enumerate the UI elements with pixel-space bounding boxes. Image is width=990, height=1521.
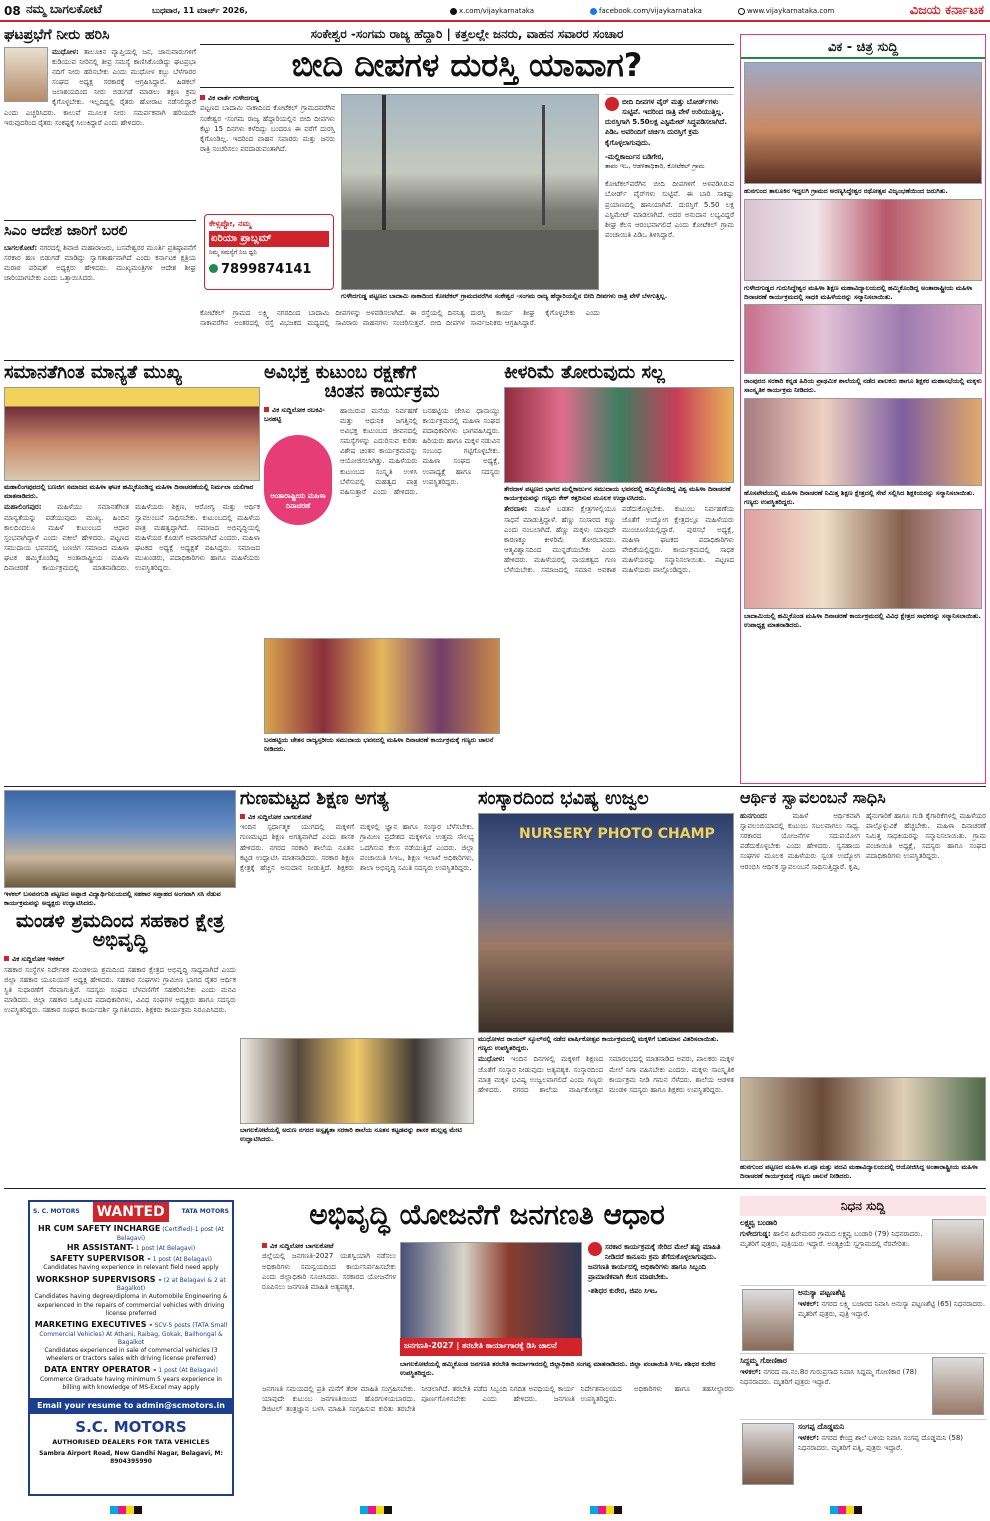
body: ಸಹಕಾರ ಸಂಸ್ಥೆಗಳ ನಿರ್ದೇಶಕ ಮಂಡಳಿಯ ಶ್ರಮದಿಂದ ಸಹಕಾರ ಕ್ಷೇತ್ರದ ಅಭಿವೃದ್ಧಿ ಸಾಧ್ಯವಾಗಿದೆ ಎಂದು ಜಿಲ್ಲಾ ಸಹಕಾರ ಯೂನಿಯನ್ ಅಧ್ಯಕ್ಷ ಹೇಳಿದರು. ಸಹಕಾರ ಸಂಘಗಳು ಗ್ರಾಮೀಣ ಭಾಗದ ರೈತರ ಆರ್ಥಿಕ ಸ್ಥಿತಿ ಸುಧಾರಣೆಗೆ ನೆರವಾಗುತ್ತಿವೆ. ಸದಸ್ಯರು ಸಂಘದ ಬೆಳವಣಿಗೆಗೆ ಸಹಕರಿಸಬೇಕು ಎಂದು ಮನವಿ ಮಾಡಿದರು. ಜಿಲ್ಲಾ ಸಹಕಾರ ಒಕ್ಕೂಟದ ಪದಾಧಿಕಾರಿಗಳು, ವಿವಿಧ ಸಂಘಗಳ ಅಧ್ಯಕ್ಷರು ಹಾಗೂ ಸದಸ್ಯರು ಉಪಸ್ಥಿತರಿದ್ದರು. ಸಹಕಾರ ಸಂಘದ ಕಾರ್ಯದರ್ಶಿ ಸ್ವಾಗತಿಸಿದರು. ಶಿಕ್ಷಕರು ಕಾರ್ಯಕ್ರಮ ನಿರೂಪಿಸಿದರು. xyxy=(4,965,236,1015)
article-joint-family xyxy=(264,364,500,784)
caption-2: ಗುಳೇದಗುಡ್ಡದ ಗುರುಸಿದ್ಧೇಶ್ವರ ಮಹಿಳಾ ಶಿಕ್ಷಣ ಮಹಾವಿದ್ಯಾಲಯದಲ್ಲಿ ಹಮ್ಮಿಕೊಂಡಿದ್ದ ಅಂತಾರಾಷ್ಟ್ರೀಯ ಮಹಿಳಾ ದಿನಾಚರಣೆ ಕಾರ್ಯಕ್ರಮದಲ್ಲಿ ಸಾಧಕಿ ಮಹಿಳೆಯರನ್ನು ಸನ್ಮಾನಿಸಲಾಯಿತು. xyxy=(744,283,973,301)
tata-logo: TATA MOTORS xyxy=(181,1207,229,1215)
brand-logo: ವಿಜಯ ಕರ್ನಾಟಕ xyxy=(909,3,984,18)
body-continued: ಕೋಟೆಕಲ್‌ವರೆಗಿನ ಬೀದಿ ದೀಪಗಳಿಗೆ ಅಳವಡಿಸಿರುವ ಬೋರ್ಡ್ ವೈರ್‌ಗಳು ಸುಟ್ಟಿವೆ. ಈ ಬಾರಿ ಸಾಕಷ್ಟು ಪ್ರಯಾಣದಲ್ಲಿ ಹಾನಿಯಾಗಿವೆ. ದುರಸ್ತಿಗೆ 5.50 ಲಕ್ಷ ಎಸ್ಟಿಮೇಟ್ ಮಾಡಲಾಗಿದೆ. ಅದರ ಅನುದಾನ ಲಭ್ಯವಿದ್ದರೆ ಶೀಘ್ರ ಕೆಲಸ ಆರಂಭವಾಗಲಿದೆ ಎಂದು ಕೋಟೆಕಲ್ ಗ್ರಾಮ ಪಂಚಾಯಿತಿ ಪಿಡಿಒ ತಿಳಿಸಿದ್ದಾರೆ. xyxy=(605,180,734,239)
person-photo xyxy=(742,1289,794,1351)
byline: ವಿಕ ಸುದ್ದಿಲೋಕ ಬಾಗಲಕೋಟೆ xyxy=(262,1242,396,1251)
headline: ಮಂಡಳಿ ಶ್ರಮದಿಂದ ಸಹಕಾರ ಕ್ಷೇತ್ರ ಅಭಿವೃದ್ಧಿ xyxy=(15,909,225,952)
article-quality-education xyxy=(240,790,474,1186)
photo-school xyxy=(744,304,982,374)
headline-line2: ಚಿಂತನ ಕಾರ್ಯಕ್ರಮ xyxy=(324,380,440,402)
quote-box: ಸರಕಾರ ಕಾರ್ಯಕ್ರಮಕ್ಕೆ ಸೇರಿದ ಮೇಲೆ ತಪ್ಪು ಮಾಹಿತಿ ನೀಡಿದರೆ ಕಾನೂನು ಕ್ರಮ ತೆಗೆದುಕೊಳ್ಳಲಾಗುವುದು. ಜನಗಣತಿ ಕಾರ್ಯದಲ್ಲಿ ಅಧಿಕಾರಿಗಳು ಹಾಗೂ ಸಿಬ್ಬಂದಿ ಪ್ರಾಮಾಣಿಕವಾಗಿ ಕೆಲಸ ಮಾಡಬೇಕು. -ಶಶಿಧರ ಕುರೇರ, ಜಿಪಂ ಸಿಇಒ xyxy=(588,1243,721,1295)
section-header: ನಿಧನ ಸುದ್ದಿ xyxy=(740,1196,986,1216)
headline: ಅಭಿವೃದ್ಧಿ ಯೋಜನೆಗೆ ಜನಗಣತಿ ಆಧಾರ xyxy=(309,1198,665,1231)
dateline: ತೇರದಾಳ: xyxy=(504,505,528,514)
quote-icon xyxy=(588,1242,602,1256)
company-name: S.C. MOTORS xyxy=(75,1417,187,1436)
photo-caption: ಮುಧೋಳದ ರಾಯಲ್ ಸ್ಕೂಲ್‌ನಲ್ಲಿ ನಡೆದ ವಾರ್ಷಿಕೋತ್ಸವ ಕಾರ್ಯಕ್ರಮದಲ್ಲಿ ಮಕ್ಕಳಿಗೆ ಬಹುಮಾನ ವಿತರಿಸಲಾಯಿತು. ಗಣ್ಯರು ಉಪಸ್ಥಿತರಿದ್ದರು. xyxy=(478,1034,719,1052)
article-inferiority xyxy=(504,364,734,784)
headline: ಸಮಾನತೆಗಿಂತ ಮಾನ್ಯತೆ ಮುಖ್ಯ xyxy=(4,364,182,383)
person-photo xyxy=(4,47,48,102)
body: ಪಟ್ಟಣದ ಬಾದಾಮಿ ನಾಕಾದಿಂದ ಕೋಟೆಕಲ್ ಗ್ರಾಮದವರೆಗಿನ ಸಂಕೇಶ್ವರ -ಸಂಗಮ ರಾಜ್ಯ ಹೆದ್ದಾರಿಯಲ್ಲಿನ ಬೀದಿ ದೀಪಗಳು ಕೆಟ್ಟು 15 ದಿನಗಳು ಕಳೆದಿದ್ದು ಬಂದರೂ ಈ ವರೆಗೆ ದುರಸ್ತಿ ಕೈಗೊಂಡಿಲ್ಲ. ಇದರಿಂದ ವಾಹನ ಸವಾರರು ಮತ್ತು ಜನರು ರಾತ್ರಿ ಸಂಚರಿಸಲು ಪರದಾಡುವಂತಾಗಿದೆ. xyxy=(200,104,335,153)
headline: ಸಿಎಂ ಆದೇಶ ಜಾರಿಗೆ ಬರಲಿ xyxy=(4,224,128,239)
intro: ಜಿಲ್ಲೆಯಲ್ಲಿ ಜನಗಣತಿ-2027 ಯಶಸ್ವಿಯಾಗಿ ನಡೆಸಲು ಅಧಿಕಾರಿಗಳು ಸಮನ್ವಯದಿಂದ ಕಾರ್ಯನಿರ್ವಹಿಸಬೇಕು ಎಂದು ಜಿಲ್ಲಾಧಿಕಾರಿ ಸೂಚಿಸಿದರು. ಸರಕಾರದ ಯೋಜನೆಗಳ ರೂಪಿಸಲು ಜನಗಣತಿ ಮಾಹಿತಿ ಅತ್ಯವಶ್ಯಕ. xyxy=(262,1252,396,1291)
byline: ವಿಕ ಸುದ್ದಿಲೋಕ ಬಾಗಲಕೋಟೆ xyxy=(240,813,474,822)
dateline: ಬಾಗಲಕೋಟೆ: xyxy=(4,243,38,252)
strap: ಸಂಕೇಶ್ವರ -ಸಂಗಮ ರಾಜ್ಯ ಹೆದ್ದಾರಿ | ಕತ್ತಲಲ್ಲೇ ಜನರು, ವಾಹನ ಸವಾರರ ಸಂಚಾರ xyxy=(310,27,624,41)
body: ಮಹಿಳೆ ಬಡತನ ಕ್ಷೇತ್ರಗಳಲ್ಲಿಯೂ ಸಾಧನೆ ಮಾಡುತ್ತಿದ್ದಾಳೆ. ಹೆಣ್ಣು ಸಂಸಾರದ ಕಣ್ಣು ಎಂದು ನಂಬಲಾಗಿದೆ. ಹೆಣ್ಣು ಮಕ್ಕಳು ಯಾವುದೇ ಕಾರಣಕ್ಕೂ ಕೀಳರಿಮೆ ತೋರಬಾರದು. ಆತ್ಮವಿಶ್ವಾಸದಿಂದ ಮುನ್ನಡೆಯಬೇಕು ಎಂದು ಹೇಳಿದರು. ಮಹಿಳೆಯರಲ್ಲಿ ನಾಯಕತ್ವದ ಗುಣ ಬೆಳೆಯಬೇಕು. ಸಮಾಜದಲ್ಲಿ ಸಮಾನ ಅವಕಾಶ ಪಡೆದುಕೊಳ್ಳಬೇಕು. ಕುಟುಂಬ ನಿರ್ವಹಣೆಯ ಜೊತೆಗೆ ಉದ್ಯೋಗ ಕ್ಷೇತ್ರದಲ್ಲೂ ಮಹಿಳೆಯರು ಮುಂಚೂಣಿಯಲ್ಲಿದ್ದಾರೆ. ಪುರಸಭೆ ಅಧ್ಯಕ್ಷೆ, ಮಹಿಳಾ ಘಟಕದ ಪದಾಧಿಕಾರಿಗಳು ವೇದಿಕೆಯಲ್ಲಿದ್ದರು. ಕಾರ್ಯಕ್ರಮದಲ್ಲಿ ಸಾಧಕ ಮಹಿಳೆಯರನ್ನು ಸನ್ಮಾನಿಸಲಾಯಿತು. ಪಟ್ಟಣದ ಮಹಿಳೆಯರು ಪಾಲ್ಗೊಂಡಿದ್ದರು. xyxy=(504,505,734,575)
street-photo xyxy=(341,94,599,290)
article-cm-order xyxy=(4,224,196,350)
page-number: 08 xyxy=(4,4,21,18)
person-photo xyxy=(742,1423,794,1485)
headline: ಸಂಸ್ಕಾರದಿಂದ ಭವಿಷ್ಯ ಉಜ್ವಲ xyxy=(478,790,649,809)
byline: ವಿಕ ಸುದ್ದಿಲೋಕ ರಬಕವಿ-ಬನಹಟ್ಟಿ xyxy=(264,406,334,425)
photo-caption: ಗುಳೇದಗುಡ್ಡ ಪಟ್ಟಣದ ಬಾದಾಮಿ ನಾಕಾದಿಂದ ಕೋಟೆಕಲ್ ಗ್ರಾಮದವರೆಗಿನ ಸಂಕೇಶ್ವರ -ಸಂಗಮ ರಾಜ್ಯ ಹೆದ್ದಾರಿಯಲ್ಲಿನ ಬೀದಿ ದೀಪಗಳು ರಾತ್ರಿ ವೇಳೆ ಬೆಳಗುತ್ತಿಲ್ಲ. xyxy=(341,292,668,300)
photo-caption: ಬಾಗಲಕೋಟೆಯಲ್ಲಿ ಹಮ್ಮಿಕೊಂಡ ಜನಗಣತಿ ತರಬೇತಿ ಕಾರ್ಯಾಗಾರದಲ್ಲಿ ಜಿಲ್ಲಾಧಿಕಾರಿ ಸಂಗಪ್ಪ ಮಾತನಾಡಿದರು. ಜಿಲ್ಲಾ ಪಂಚಾಯಿತಿ ಸಿಇಒ ಶಶಿಧರ ಕುರೇರ ಉಪಸ್ಥಿತರಿದ್ದರು. xyxy=(400,1360,716,1377)
headline-line1: ಅವಿಭಕ್ತ ಕುಟುಂಬ ರಕ್ಷಣೆಗೆ xyxy=(264,364,417,383)
globe-icon xyxy=(738,8,745,15)
photo-caption: ತೇರದಾಳ ಪಟ್ಟಣದ ಭಾಗದ ಮಲ್ಲಿಕಾರ್ಜುನ ಸಮುದಾಯ ಭವನದಲ್ಲಿ ಹಮ್ಮಿಕೊಂಡಿದ್ದ ವಿಶ್ವ ಮಹಿಳಾ ದಿನಾಚರಣೆ ಕಾರ್ಯಕ್ರಮವನ್ನು ಗಣ್ಯರು ಕೇಕ್ ಕತ್ತರಿಸುವ ಮೂಲಕ ಉದ್ಘಾಟಿಸಿದರು. xyxy=(504,484,731,502)
section-header: ವಿಕ - ಚಿತ್ರ ಸುದ್ದಿ xyxy=(741,35,985,59)
photo-caption: ಮಹಾಲಿಂಗಪುರದಲ್ಲಿ ಬಣಜಿಗ ಸಮಾಜದ ಮಹಿಳಾ ಘಟಕ ಹಮ್ಮಿಕೊಂಡಿದ್ದ ಮಹಿಳಾ ದಿನಾಚರಣೆಯಲ್ಲಿ ನಿರ್ಮಲಾ ಯಲಿಗಾರ ಮಾತನಾಡಿದರು. xyxy=(4,482,254,500)
obituary-entry: ಸಂಗಪ್ಪ ದೊಡ್ಡಮನಿ ಇಳಕಲ್: ನಗರದ ಕೇಂದ್ರ ಶಾಲೆ ಬಳಿಯ ನಿವಾಸಿ ಸಂಗಪ್ಪ ದೊಡ್ಡಮನಿ (58) ನಿಧನರಾದರು. ಮೃತರಿಗೆ ಪತ್ನಿ, ಪುತ್ರರು ಇದ್ದಾರೆ. xyxy=(740,1420,986,1490)
photo-caption: ಹುನಗುಂದ ಪಟ್ಟಣದ ಮಹಿಳಾ ಪ.ಪೂ ಮತ್ತು ಪದವಿ ಮಹಾವಿದ್ಯಾಲಯದಲ್ಲಿ ಆಯೋಜಿಸಿದ್ದ ಅಂತಾರಾಷ್ಟ್ರೀಯ ಮಹಿಳಾ ದಿನಾಚರಣೆ ಕಾರ್ಯಕ್ರಮಕ್ಕೆ ಗಣ್ಯರು ಚಾಲನೆ ನೀಡಿದರು. xyxy=(740,1162,978,1180)
event-photo xyxy=(4,387,260,481)
phone-icon xyxy=(209,264,218,273)
byline: ವಿಕ ವಾರ್ತೆ ಗುಳೇದಗುಡ್ಡ xyxy=(200,94,335,103)
photo-caption: ಬನಹಟ್ಟಿಯ ಚೇತನ ರಾಜ್ಯಸ್ತರೀಯ ಸಮುದಾಯ ಭವನದಲ್ಲಿ ಮಹಿಳಾ ದಿನಾಚರಣೆ ಕಾರ್ಯಕ್ರಮಕ್ಕೆ ಗಣ್ಯರು ಚಾಲನೆ ನೀಡಿದರು. xyxy=(264,735,494,753)
problem-ad[interactable]: ಕೇಳ್ಸಪ್ಪೋ, ನಮ್ಮ ಏರಿಯಾ ಪ್ರಾಬ್ಲಮ್ ನಿಮ್ಮ ಸಮಸ್ಯೆಗೆ ನಿಜ ಧ್ವನಿ 7899874141 xyxy=(204,214,334,290)
article-street-lights xyxy=(200,26,734,356)
headline: ಬೀದಿ ದೀಪಗಳ ದುರಸ್ತಿ ಯಾವಾಗ? xyxy=(200,44,734,88)
person-photo xyxy=(932,1219,984,1281)
body: ಹಾಯಿರುವ ಮನೆಯ ನಿರ್ವಹಣೆ ಮತ್ತು ಆಧುನಿಕ ಜಗತ್ತಿನಲ್ಲಿ ಅವಿಭಕ್ತ ಕುಟುಂಬದ ಜೀವನದಲ್ಲಿ ಸಮಸ್ಯೆಗಳನ್ನು ಎದುರಿಸುವ ಕುರಿತು ವಿಶೇಷ ಚಿಂತನ ಕಾರ್ಯಕ್ರಮವನ್ನು ಆಯೋಜಿಸಲಾಗಿತ್ತು. ಮಹಿಳೆಯರು ಕುಟುಂಬದ ಸಂಸ್ಕೃತಿ ಉಳಿಸಿ ಬೆಳೆಸುವಲ್ಲಿ ಮಹತ್ವದ ಪಾತ್ರ ವಹಿಸುತ್ತಾರೆ ಎಂದು ಹೇಳಿದರು. ಬನಹಟ್ಟಿಯ ಜೇಸಿಐ ಧಾನಾಯ್ದು ಕಾರ್ಯಕ್ರಮದಲ್ಲಿ ಮಹಿಳಾ ಸಂಘದ ಪದಾಧಿಕಾರಿಗಳು ಭಾಗವಹಿಸಿದ್ದರು. ಹಿರಿಯರು ಹಾಗೂ ಮಕ್ಕಳ ನಡುವಿನ ಸಂಬಂಧ ಗಟ್ಟಿಗೊಳ್ಳಬೇಕು. ಮಹಿಳಾ ಸಂಘದ ಅಧ್ಯಕ್ಷೆ, ಉಪಾಧ್ಯಕ್ಷೆ ಹಾಗೂ ಸದಸ್ಯರು ಉಪಸ್ಥಿತರಿದ್ದರು. xyxy=(340,406,500,496)
website-link[interactable]: www.vijaykarnataka.com xyxy=(738,6,834,16)
body: ಮಹಿಳೆಯು ಸಮಾನತೆಗಿಂತ ಮಾನ್ಯತೆಯನ್ನು ಪಡೆಯುವುದು ಮುಖ್ಯ. ಹಿಂದಿನ ಕಾಲದಿಂದಲೂ ಮಹಿಳೆ ಕುಟುಂಬದ ಆಧಾರ ಸ್ತಂಭವಾಗಿದ್ದಾಳೆ ಎಂದು ವಕೀಲೆ ಹೇಳಿದರು. ಪಟ್ಟಣದ ಸಮುದಾಯ ಭವನದಲ್ಲಿ ಬಣಜಿಗ ಸಮಾಜದ ಮಹಿಳಾ ಘಟಕ ಹಮ್ಮಿಕೊಂಡಿದ್ದ ಅಂತಾರಾಷ್ಟ್ರೀಯ ಮಹಿಳಾ ದಿನಾಚರಣೆ ಕಾರ್ಯಕ್ರಮದಲ್ಲಿ ಮಾತನಾಡಿದರು. ಮಹಿಳೆಯರು ಶಿಕ್ಷಣ, ಆರೋಗ್ಯ ಮತ್ತು ಆರ್ಥಿಕ ಸ್ವಾವಲಂಬನೆ ಸಾಧಿಸಬೇಕು. ಕುಟುಂಬದಲ್ಲಿ ಮಹಿಳೆಯ ಪಾತ್ರ ಮಹತ್ವದ್ದಾಗಿದೆ. ಸಮಾಜದ ಅಭಿವೃದ್ಧಿಯಲ್ಲಿ ಮಹಿಳೆಯರ ಕೊಡುಗೆ ಅಪಾರವಾಗಿದೆ ಎಂದರು. ಮಹಿಳಾ ಘಟಕದ ಅಧ್ಯಕ್ಷೆ ಅಧ್ಯಕ್ಷತೆ ವಹಿಸಿದ್ದರು. ಸಮಾಜದ ಮುಖಂಡರು, ಪದಾಧಿಕಾರಿಗಳು ಹಾಗೂ ಮಹಿಳೆಯರು ಉಪಸ್ಥಿತರಿದ್ದರು. xyxy=(4,503,260,573)
job-advertisement[interactable]: S. C. MOTORS WANTED TATA MOTORS HR CUM SAFETY INCHARGE (Certified)-1 post (At Belagavi) HR ASSISTANT- 1 post (At Belagavi) SAFETY SUPERVISOR - 1 post (At Belagavi) Candidates having experience in relevant field need apply WORKSHOP SUPERVISORS - (2 at Belagavi & 2 at Bagalkot) Candidates having degree/diploma in Automobile Engineering & experienced in the repairs of commercial vehicles with driving license preferred MARKETING EXECUTIVES - SCV-5 posts (TATA Small Commercial Vehicles) At Athani, Raibag, Gokak, Bailhongal & Bagalkot Candidates experienced in sale of commercial vehicles (3 wheelers or tractors sales with driving license preferred) DATA ENTRY OPERATOR - 1 post (At Belagavi) Commerce Graduate having minimum 5 years experience in billing with knowledge of MS-Excel may apply Email your resume to admin@scmotors.in S.C. MOTORS AUTHORISED DEALERS FOR TATA VEHICLES Sambra Airport Road, New Gandhi Nagar, Belagavi, M: 8904395990 xyxy=(28,1200,234,1496)
headline: ಕೀಳರಿಮೆ ತೋರುವುದು ಸಲ್ಲ xyxy=(504,364,665,383)
body: ಮಹಿಳೆ ಆರ್ಥಿಕವಾಗಿ ಸ್ವಾವಲಂಬಿಯಾದಲ್ಲಿ ಕುಟುಂಬ ಸಬಲವಾಗಲು ಸಾಧ್ಯ. ಸರಕಾರದ ಯೋಜನೆಗಳ ಸದುಪಯೋಗ ಪಡೆದುಕೊಳ್ಳಬೇಕು ಎಂದು ಹೇಳಿದರು. ಸ್ವಸಹಾಯ ಸಂಘಗಳ ಮೂಲಕ ಮಹಿಳೆಯರು ಸ್ವಂತ ಉದ್ಯೋಗ ಆರಂಭಿಸಿ ಆರ್ಥಿಕ ಸ್ವಾವಲಂಬನೆ ಸಾಧಿಸುತ್ತಿದ್ದಾರೆ. ಕೃಷಿ, ಹೈನುಗಾರಿಕೆ ಹಾಗೂ ಗುಡಿ ಕೈಗಾರಿಕೆಗಳಲ್ಲಿ ಮಹಿಳೆಯರ ಪಾಲ್ಗೊಳ್ಳುವಿಕೆ ಹೆಚ್ಚಬೇಕು. ಮಹಿಳಾ ದಿನಾಚರಣೆ ನಿಮಿತ್ತ ಸಾಧಕಿಯರನ್ನು ಸನ್ಮಾನಿಸಲಾಯಿತು. ಗ್ರಾಮ ಪಂಚಾಯಿತಿ ಅಧ್ಯಕ್ಷೆ, ಸದಸ್ಯರು ಹಾಗೂ ಸಂಘದ ಪದಾಧಿಕಾರಿಗಳು ಉಪಸ್ಥಿತರಿದ್ದರು. xyxy=(740,811,986,871)
inauguration-photo xyxy=(240,1038,474,1124)
planting-photo xyxy=(4,790,236,888)
quote-icon xyxy=(605,97,619,111)
obituaries xyxy=(740,1196,986,1496)
obituary-entry: ಲಕ್ಷ್ಮವ್ವ ಬಂಡಾರಿ ಗುಳೇದಗುಡ್ಡ: ಹಾಲಿನ ಹಿರೇಮಠರ ಗ್ರಾಮದ ಲಕ್ಷ್ಮವ್ವ ಬಂಡಾರಿ (79) ನಿಧನರಾದರು. ಮೃತರಿಗೆ ಪುತ್ರರು, ಪುತ್ರಿಯರು ಇದ್ದಾರೆ. ಅಂತ್ಯಕ್ರಿಯೆ ಸ್ವಗ್ರಾಮದಲ್ಲಿ ನೆರವೇರಿತು. xyxy=(740,1216,986,1286)
person-photo xyxy=(932,1357,984,1415)
wanted-label: WANTED xyxy=(93,1202,169,1222)
article-equality xyxy=(4,364,260,784)
article-ghataprabha xyxy=(4,28,196,218)
caption-3: ರಾಂಪುರದ ಸರಕಾರಿ ಕನ್ನಡ ಹಿರಿಯ ಪ್ರಾಥಮಿಕ ಶಾಲೆಯಲ್ಲಿ ನಡೆದ ಪಾಲಕರು ಹಾಗೂ ಶಿಕ್ಷಕರ ಮಹಾಸಭೆಯಲ್ಲಿ ಮಕ್ಕಳು ಸಾಂಸ್ಕೃತಿಕ ಕಾರ್ಯಕ್ರಮ ನೀಡಿದರು. xyxy=(744,377,982,395)
dateline: ಮುಧೋಳ: xyxy=(52,47,79,56)
body: ಇಂದಿನ ದಿನಗಳಲ್ಲಿ ಮಕ್ಕಳಿಗೆ ಶಿಕ್ಷಣದ ಜೊತೆಗೆ ಸಂಸ್ಕಾರ ನೀಡುವುದು ಅತ್ಯವಶ್ಯಕ. ಸಂಸ್ಕಾರದಿಂದ ಮಾತ್ರ ಮಕ್ಕಳ ಭವಿಷ್ಯ ಉಜ್ವಲವಾಗಲಿದೆ ಎಂದು ಗಣ್ಯರು ಹೇಳಿದರು. ನಗರದ ಶಾಲೆಯ ವಾರ್ಷಿಕೋತ್ಸವ ಸಮಾರಂಭದಲ್ಲಿ ಮಾತನಾಡಿದ ಅವರು, ಪಾಲಕರು ಮಕ್ಕಳ ಮೇಲೆ ನಿಗಾ ವಹಿಸಬೇಕು ಎಂದರು. ಮಕ್ಕಳು ಸಾಂಸ್ಕೃತಿಕ ಕಾರ್ಯಕ್ರಮ ನೀಡಿ ಗಮನ ಸೆಳೆದರು. ಶಾಲೆಯ ಆಡಳಿತ ಮಂಡಳಿ ಸದಸ್ಯರು ಹಾಗೂ ಶಿಕ್ಷಕರು ಉಪಸ್ಥಿತರಿದ್ದರು. xyxy=(478,1055,734,1094)
photo-caption: ಬಾಗಲಕೋಟೆಯಲ್ಲಿ ಅರುಣ ನಗರದ ಅಸ್ಪೃಶ್ಯತಾ ಸರಕಾರಿ ಶಾಲೆಯ ನೂತನ ಕಟ್ಟಡವನ್ನು ಶಾಸಕ ಹುಲ್ಲಪ್ಪ ಮೇಟಿ ಉದ್ಘಾಟಿಸಿದರು. xyxy=(240,1126,462,1144)
masthead xyxy=(0,0,990,22)
photo-felicitation xyxy=(744,509,982,609)
dateline: ಹುನಗುಂದ: xyxy=(740,811,768,820)
nursery-banner: NURSERY PHOTO CHAMP xyxy=(519,825,715,842)
group-photo xyxy=(264,638,500,734)
company-logo-top: S. C. MOTORS xyxy=(33,1207,80,1215)
headline: ಗುಣಮಟ್ಟದ ಶಿಕ್ಷಣ ಅಗತ್ಯ xyxy=(240,790,389,809)
caption-1: ಹುನಗುಂದ ತಾಲೂಕಿನ ಇದ್ದಲಗಿ ಗ್ರಾಮದ ಅರಣ್ಯಸಿದ್ಧೇಶ್ವರ ರಥೋತ್ಸವ ವಿಜೃಂಭಣೆಯಿಂದ ಜರುಗಿತು. xyxy=(744,187,948,195)
body: ನಗರದಲ್ಲಿ ಶಿವಾಜಿ ಮಹಾರಾಜರು, ಬಸವೇಶ್ವರರ ಮೂರ್ತಿ ಪ್ರತಿಷ್ಠಾಪನೆಗೆ ಸರಕಾರ ಹಣ ಬಿಡುಗಡೆ ಮಾಡಿದ್ದು ಸ್ವಾಗತಾರ್ಹವಾಗಿದೆ ಎಂದು ಕರ್ನಾಟಕ ಕ್ಷತ್ರಿಯ ಮರಾಠ ಪರಿಷತ್ ಅಧ್ಯಕ್ಷರು ಹೇಳಿದರು. ಮುಖ್ಯಮಂತ್ರಿಗಳ ಆದೇಶ ಶೀಘ್ರ ಜಾರಿಯಾಗಬೇಕು ಎಂದು ಒತ್ತಾಯಿಸಿದರು. xyxy=(4,243,196,283)
facebook-icon xyxy=(590,8,597,15)
registration-marks xyxy=(0,1504,990,1518)
photo-teachers xyxy=(744,398,982,486)
body: ಇಂದಿನ ಸ್ಪರ್ಧಾತ್ಮಕ ಯುಗದಲ್ಲಿ ಮಕ್ಕಳಿಗೆ ಗುಣಮಟ್ಟದ ಶಿಕ್ಷಣ ಅಗತ್ಯವಾಗಿದೆ ಎಂದು ಶಾಸಕ ಹೇಳಿದರು. ನಗರದ ಸರಕಾರಿ ಶಾಲೆಯ ನೂತನ ಕಟ್ಟಡ ಉದ್ಘಾಟಿಸಿ ಮಾತನಾಡಿದರು. ಸರಕಾರ ಶಿಕ್ಷಣ ಕ್ಷೇತ್ರಕ್ಕೆ ಹೆಚ್ಚಿನ ಅನುದಾನ ನೀಡುತ್ತಿದೆ. ಶಿಕ್ಷಕರು ಮಕ್ಕಳಲ್ಲಿ ಜ್ಞಾನ ಹಾಗೂ ಸಂಸ್ಕಾರ ಬೆಳೆಸಬೇಕು. ಗ್ರಾಮೀಣ ಪ್ರದೇಶದ ಮಕ್ಕಳಿಗೂ ಉತ್ತಮ ಸೌಲಭ್ಯ ಒದಗಿಸುವ ಕೆಲಸ ನಡೆಯುತ್ತಿದೆ ಎಂದರು. ಜಿಲ್ಲಾ ಪಂಚಾಯಿತಿ ಸಿಇಒ, ಶಿಕ್ಷಣ ಇಲಾಖೆ ಅಧಿಕಾರಿಗಳು, ಶಾಲಾ ಅಭಿವೃದ್ಧಿ ಸಮಿತಿ ಸದಸ್ಯರು ಉಪಸ್ಥಿತರಿದ್ದರು. xyxy=(240,823,474,872)
quote-box: ಬೀದಿ ದೀಪಗಳ ವೈರ್ ಮತ್ತು ಬೋರ್ಡ್‌ಗಳು ಸುಟ್ಟಿವೆ. ಇದರಿಂದ ರಾತ್ರಿ ವೇಳೆ ಉರಿಯುತ್ತಿಲ್ಲ. ದುರಸ್ತಿಗಾಗಿ 5.50ಲಕ್ಷ ಎಸ್ಟಿಮೇಟ್ ಸಿದ್ಧಪಡಿಸಲಾಗಿದೆ. ಪಿಡಿಒ ಅವರಿಂದಿಗೆ ಚರ್ಚಿಸಿ ದುರಸ್ತಿಗೆ ಕ್ರಮ ಕೈಗೊಳ್ಳಲಾಗುವುದು. -ಮಲ್ಲಿಕಾರ್ಜುನ ಬಡಿಗೇರ, ತಾಪಂ ಇಒ, ಆಡಳಿತಾಧಿಕಾರಿ, ಕೋಟೆಕಲ್ ಗ್ರಾಮ xyxy=(605,94,734,173)
byline: ವಿಕ ಸುದ್ದಿಲೋಕ ಇಳಕಲ್ xyxy=(4,955,236,964)
obituary-entry: ಸಿದ್ದಮ್ಮ ಗೋಣಿಕಾರ ಇಳಕಲ್: ನಗರದ ವಾ.ನಂ.8ರ ಗುರುಪ್ರಸಾದ ನಿವಾಸಿ ಸಿದ್ದಮ್ಮ ಗೋಣಿಕಾರ (78) ನಿಧನರಾದರು. ಮೃತರಿಗೆ ಪುತ್ರರು ಇದ್ದಾರೆ. xyxy=(740,1354,986,1420)
dateline: ಮಹಾಲಿಂಗಪುರ: xyxy=(4,503,42,512)
body: ತಾಲೂಕಿನ ವ್ಯಾಪ್ತಿಯಲ್ಲಿ ಜನ, ಜಾನುವಾರುಗಳಿಗೆ ಕುಡಿಯುವ ನೀರಿನಲ್ಲಿ ತೀವ್ರ ಸಮಸ್ಯೆ ಕಾಣಿಸಿಕೊಂಡಿದ್ದು ಘಟಪ್ರಭಾ ನದಿಗೆ ನೀರು ಹರಿಸಬೇಕು ಎಂದು ಮುಧೋಳ ಕಬ್ಬು ಬೆಳೆಗಾರರ ಸಂಘದ ಅಧ್ಯಕ್ಷ ಸರಕಾರಕ್ಕೆ ಆಗ್ರಹಿಸಿದ್ದಾರೆ. ಹಿಡಕಲ್ ಜಲಾಶಯದಿಂದ ನೀರು ಬಿಡುಗಡೆ ಮಾಡಲು ತಕ್ಷಣ ಕ್ರಮ ಕೈಗೊಳ್ಳಬೇಕು. ಇಲ್ಲದಿದ್ದಲ್ಲಿ ರೈತರು ಹೋರಾಟ ನಡೆಸಲಿದ್ದಾರೆ ಎಂದು ಎಚ್ಚರಿಸಿದರು. ಕಾಲುವೆ ಮೂಲಕ ನೀರು ಸಮರ್ಪಕವಾಗಿ ಹರಿಯದೇ ಇರುವುದರಿಂದ ರೈತರು ಸಂಕಷ್ಟಕ್ಕೆ ಸಿಲುಕಿದ್ದಾರೆ ಎಂದು ಹೇಳಿದರು. xyxy=(4,47,196,127)
section-logo: ನಮ್ಮ ಬಾಗಲಕೋಟೆ xyxy=(26,1,146,19)
article-culture xyxy=(478,790,734,1186)
picture-news-column xyxy=(740,34,986,784)
cake-photo xyxy=(504,387,734,483)
email-line[interactable]: Email your resume to admin@scmotors.in xyxy=(30,1398,232,1414)
womens-day-badge: ಅಂತಾರಾಷ್ಟ್ರೀಯ ಮಹಿಳಾ ದಿನಾಚರಣೆ xyxy=(264,435,332,525)
headline: ಘಟಪ್ರಭೆಗೆ ನೀರು ಹರಿಸಿ xyxy=(4,28,110,43)
article-self-reliance xyxy=(740,790,986,1186)
body: ಜನಗಣತಿ ಸಮಯದಲ್ಲಿ ಪ್ರತಿ ಮನೆಗೆ ತೆರಳಿ ಮಾಹಿತಿ ಸಂಗ್ರಹಿಸಬೇಕು. ಯಾವುದೇ ಕುಟುಂಬ ಜನಗಣತಿಯಿಂದ ಹೊರಗುಳಿಯಬಾರದು. ಡಿಜಿಟಲ್ ತಂತ್ರಜ್ಞಾನ ಬಳಸಿ ಮಾಹಿತಿ ಸಂಗ್ರಹಿಸುವ ಕುರಿತು ತರಬೇತಿ ನೀಡಲಾಗಿದೆ. ತರಬೇತಿ ಪಡೆದ ಸಿಬ್ಬಂದಿ ನಿಗದಿತ ಅವಧಿಯಲ್ಲಿ ಕಾರ್ಯ ಪೂರ್ಣಗೊಳಿಸಬೇಕು ಎಂದು ಹೇಳಿದರು. ಜನಗಣತಿ ನಿರ್ದೇಶನಾಲಯದ ಅಧಿಕಾರಿಗಳು ಹಾಗೂ ತಹಸೀಲ್ದಾರರು ಉಪಸ್ಥಿತರಿದ್ದರು. xyxy=(262,1385,734,1414)
article-census xyxy=(240,1196,734,1496)
college-photo xyxy=(740,1077,986,1161)
dateline: ಮುಧೋಳ: xyxy=(478,1055,505,1064)
obituary-entry: ಅನುಸ್ಯಾ ಪಟ್ಟಣಶೆಟ್ಟಿ ಇಳಕಲ್: ನಗರದ ಲಕ್ಷ್ಮಿ ಬಜಾರದ ನಿವಾಸಿ ಅನುಸ್ಯಾ ಪಟ್ಟಣಶೆಟ್ಟಿ (65) ನಿಧನರಾದರು. ಮೃತರಿಗೆ ಪುತ್ರರು, ಪುತ್ರಿ ಇದ್ದಾರೆ. xyxy=(740,1286,986,1354)
masthead-date: ಬುಧವಾರ, 11 ಮಾರ್ಚ್ 2026, xyxy=(152,6,248,15)
x-link[interactable]: x.com/vijaykarnataka xyxy=(450,6,534,16)
caption-4: ಹೊಸಪೇಟೆಯಲ್ಲಿ ಮಹಿಳಾ ದಿನಾಚರಣೆ ನಿಮಿತ್ತ ಶಿಕ್ಷಣ ಕ್ಷೇತ್ರದಲ್ಲಿ ಸೇವೆ ಸಲ್ಲಿಸಿದ ಶಿಕ್ಷಕಿಯರನ್ನು ಸನ್ಮಾನಿಸಲಾಯಿತು. ಗಣ್ಯರು ಉಪಸ್ಥಿತರಿದ್ದರು. xyxy=(744,488,975,506)
census-tag: ಜನಗಣತಿ-2027 | ತರಬೇತಿ ಕಾರ್ಯಾಗಾರಕ್ಕೆ ಡಿಸಿ ಚಾಲನೆ xyxy=(400,1338,582,1356)
photo-chariot xyxy=(744,62,982,184)
body-second: ಕೋಟೆಕಲ್ ಗ್ರಾಮದ ಲಕ್ಷ್ಮಿ ನಗರದಿಂದ ಬಾದಾಮಿ ನಾಕಾವರೆಗಿನ ಅಂತರದಲ್ಲಿ ರಸ್ತೆ ವಿಭಜಕದ ಮಧ್ಯದಲ್ಲಿ ದೀಪಗಳನ್ನು ಅಳವಡಿಸಲಾಗಿದೆ. ಈ ರಸ್ತೆಯಲ್ಲಿ ದಿನನಿತ್ಯ ಸಾವಿರಾರು ವಾಹನಗಳು ಸಂಚರಿಸುತ್ತವೆ. ಬೀದಿ ದೀಪಗಳ ದುರಸ್ತಿ ಕಾರ್ಯ ಶೀಘ್ರ ಕೈಗೊಳ್ಳಬೇಕು ಎಂದು ಸಾರ್ವಜನಿಕರು ಆಗ್ರಹಿಸಿದ್ದಾರೆ. xyxy=(200,309,600,328)
caption-5: ಬಾದಾಮಿಯಲ್ಲಿ ಹಮ್ಮಿಕೊಂಡ ಮಹಿಳಾ ದಿನಾಚರಣೆ ಕಾರ್ಯಕ್ರಮದಲ್ಲಿ ವಿವಿಧ ಕ್ಷೇತ್ರದ ಸಾಧಕರನ್ನು ಸನ್ಮಾನಿಸಲಾಯಿತು. ಉಪಾಧ್ಯಕ್ಷ ಮಾತನಾಡಿದರು. xyxy=(744,612,981,630)
photo-caption: ಇಳಕಲ್ ಬಸವನಗುಡಿ ಪಟ್ಟಣದ ಅಪ್ಪಾಜಿ ವಿದ್ಯಾರ್ಥಿನಿಲಯದಲ್ಲಿ ಸಹಕಾರ ಸಪ್ತಾಹದ ಅಂಗವಾಗಿ ಸಸಿ ನೆಡುವ ಕಾರ್ಯಕ್ರಮವನ್ನು ಅಧ್ಯಕ್ಷರು ಉದ್ಘಾಟಿಸಿದರು. xyxy=(4,890,221,907)
facebook-link[interactable]: facebook.com/vijaykarnataka xyxy=(590,6,702,16)
school-event-photo xyxy=(478,813,734,1033)
article-cooperative xyxy=(4,790,236,1186)
headline: ಆರ್ಥಿಕ ಸ್ವಾವಲಂಬನೆ ಸಾಧಿಸಿ xyxy=(740,790,886,807)
x-icon xyxy=(450,8,457,15)
photo-women-day xyxy=(744,199,982,281)
